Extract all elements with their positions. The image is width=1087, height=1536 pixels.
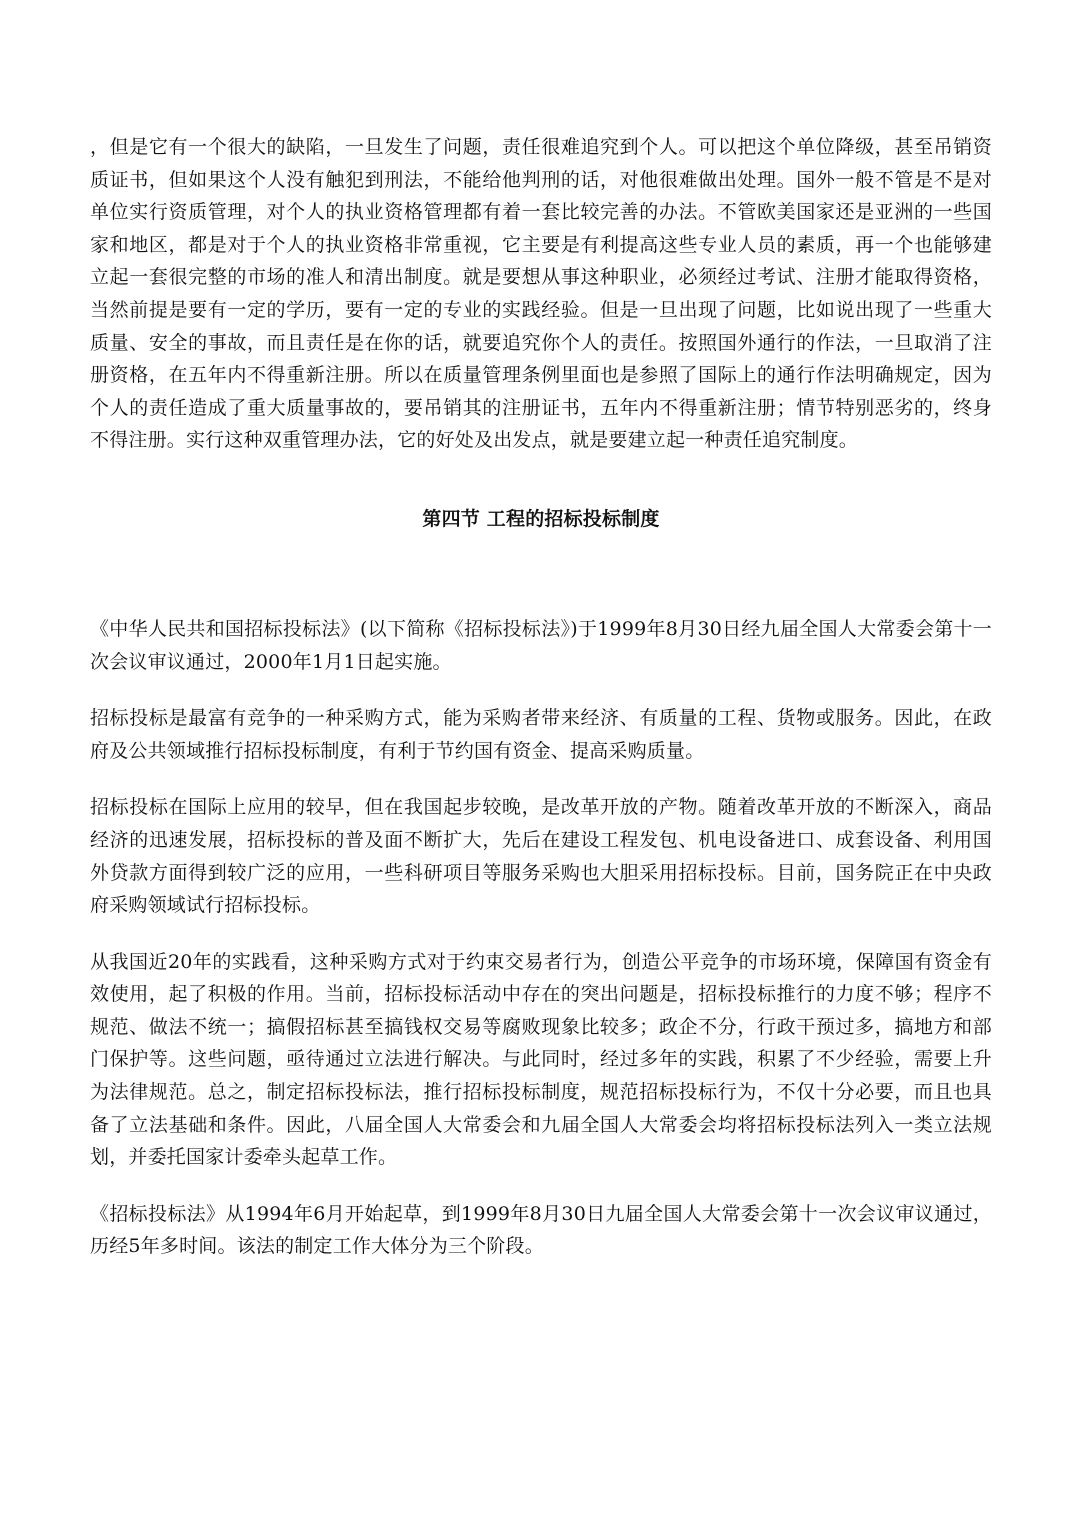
- paragraph-law-enactment: 《中华人民共和国招标投标法》(以下简称《招标投标法》)于1999年8月30日经九届全国人大常委会第十一次会议审议通过，2000年1月1日起实施。: [90, 617, 992, 673]
- paragraph-practice-problems: 从我国近20年的实践看，这种采购方式对于约束交易者行为，创造公平竞争的市场环境，保障国有资金有效使用，起了积极的作用。当前，招标投标活动中存在的突出问题是，招标投标推行的力度不够；程序不规范、做法不统一；搞假招标甚至搞钱权交易等腐败现象比较多；政企不分，行政干预过多，搞地方和部门保护等。这些问题，亟待通过立法进行解决。与此同时，经过多年的实践，积累了不少经验，需要上升为法律规范。总之，制定招标投标法，推行招标投标制度，规范招标投标行为，不仅十分必要，而且也具备了立法基础和条件。因此，八届全国人大常委会和九届全国人大常委会均将招标投标法列入一类立法规划，并委托国家计委牵头起草工作。: [90, 950, 992, 1169]
- paragraph-drafting-stages: 《招标投标法》从1994年6月开始起草，到1999年8月30日九届全国人大常委会第十一次会议审议通过，历经5年多时间。该法的制定工作大体分为三个阶段。: [90, 1202, 992, 1258]
- paragraph-bidding-history: 招标投标在国际上应用的较早，但在我国起步较晚，是改革开放的产物。随着改革开放的不断深入，商品经济的迅速发展，招标投标的普及面不断扩大，先后在建设工程发包、机电设备进口、成套设备、利用国外贷款方面得到较广泛的应用，一些科研项目等服务采购也大胆采用招标投标。目前，国务院正在中央政府采购领域试行招标投标。: [90, 796, 992, 917]
- section-heading: 第四节 工程的招标投标制度: [422, 507, 660, 530]
- paragraph-bidding-definition: 招标投标是最富有竞争的一种采购方式，能为采购者带来经济、有质量的工程、货物或服务。因此，在政府及公共领域推行招标投标制度，有利于节约国有资金、提高采购质量。: [90, 707, 992, 762]
- paragraph-intro: ，但是它有一个很大的缺陷，一旦发生了问题，责任很难追究到个人。可以把这个单位降级，甚至吊销资质证书，但如果这个人没有触犯到刑法，不能给他判刑的话，对他很难做出处理。国外一般不管是不是对单位实行资质管理，对个人的执业资格管理都有着一套比较完善的办法。不管欧美国家还是亚洲的一些国家和地区，都是对于个人的执业资格非常重视，它主要是有利提高这些专业人员的素质，再一个也能够建立起一套很完整的市场的准人和清出制度。就是要想从事这种职业，必须经过考试、注册才能取得资格，当然前提是要有一定的学历，要有一定的专业的实践经验。但是一旦出现了问题，比如说出现了一些重大质量、安全的事故，而且责任是在你的话，就要追究你个人的责任。按照国外通行的作法，一旦取消了注册资格，在五年内不得重新注册。所以在质量管理条例里面也是参照了国际上的通行作法明确规定，因为个人的责任造成了重大质量事故的，要吊销其的注册证书，五年内不得重新注册；情节特别恶劣的，终身不得注册。实行这种双重管理办法，它的好处及出发点，就是要建立起一种责任追究制度。: [90, 136, 992, 452]
